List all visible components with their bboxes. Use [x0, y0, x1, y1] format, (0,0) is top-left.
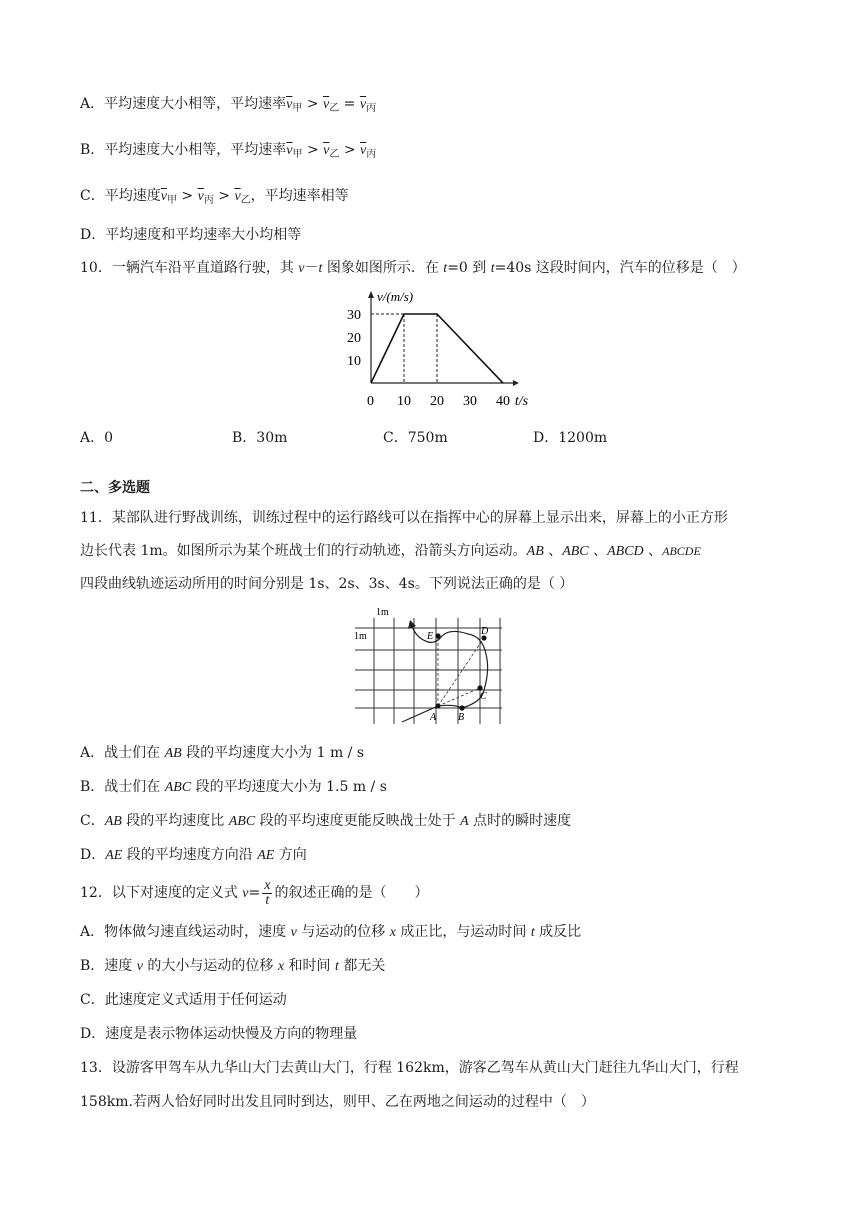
symbol: t — [318, 261, 323, 276]
stem-text: － — [304, 260, 319, 276]
option-text-tail: ，平均速率相等 — [250, 188, 349, 204]
option-label: A． — [80, 745, 105, 761]
option-text: 与运动的位移 — [296, 924, 390, 940]
q12-option-c — [80, 990, 287, 1010]
y-axis-label: v/(m/s) — [377, 289, 414, 304]
subscript: 乙 — [329, 103, 340, 114]
q13-line2 — [80, 1092, 595, 1112]
symbol: t — [530, 925, 535, 940]
option-text: 此速度定义式适用于任何运动 — [104, 992, 287, 1008]
symbol: $\overline{v}$ — [234, 189, 241, 204]
subscript: 丙 — [203, 195, 214, 206]
symbol: v — [136, 959, 143, 974]
option-text: 1200m — [558, 430, 608, 446]
segment: AB — [104, 814, 122, 829]
x-tick-label: 40 — [496, 394, 510, 409]
subscript: 甲 — [292, 103, 303, 114]
option-label: D． — [80, 1026, 106, 1042]
option-label: B． — [80, 958, 105, 974]
option-text: 速度是表示物体运动快慢及方向的物理量 — [105, 1026, 358, 1042]
option-text: 30m — [256, 430, 288, 446]
segment: AB — [526, 544, 544, 559]
segment: ABC — [562, 544, 589, 559]
numerator: x — [264, 877, 271, 893]
option-text: 战士们在 — [104, 745, 165, 761]
point-label-e: E — [427, 631, 434, 642]
option-text: 物体做匀速直线运动时，速度 — [104, 924, 291, 940]
x-axis-label: t/s — [514, 394, 529, 409]
segment: ABC — [164, 780, 192, 795]
stem-text: =0 到 — [447, 260, 491, 276]
subscript: 甲 — [292, 149, 303, 160]
stem-text: 的叙述正确的是（ ） — [274, 885, 429, 901]
x-tick-label: 30 — [463, 394, 477, 409]
q11-option-d — [80, 845, 307, 866]
option-label: C． — [80, 813, 105, 829]
q12-option-b — [80, 956, 385, 977]
guide-lines — [438, 636, 484, 706]
question-number: 10． — [80, 260, 112, 276]
point: A — [460, 814, 469, 829]
segment: AE — [105, 848, 123, 863]
q10-option-b — [232, 428, 287, 448]
q11-option-c — [80, 811, 571, 832]
q12-option-a — [80, 922, 581, 943]
symbol: $\overline{v}$ — [359, 97, 367, 112]
symbol: x — [277, 959, 285, 974]
subscript: 甲 — [166, 195, 177, 206]
option-text: 和时间 — [284, 958, 335, 974]
symbol: t — [335, 959, 339, 974]
stem-text: 边长代表 1m。如图所示为某个班战士们的行动轨迹，沿箭头方向运动。 — [80, 543, 527, 559]
y-tick-label: 20 — [347, 331, 361, 346]
segment: AB — [164, 746, 182, 761]
option-label: C． — [80, 992, 105, 1008]
stem-text: 一辆汽车沿平直道路行驶，其 — [111, 260, 299, 276]
question-number: 11． — [80, 510, 112, 526]
q11-line1 — [80, 508, 728, 528]
value: 1 m / s — [316, 745, 365, 761]
y-tick-label: 10 — [347, 354, 361, 369]
q12-option-d — [80, 1024, 357, 1044]
relation: = — [343, 96, 356, 112]
symbol: $\overline{v}$ — [286, 143, 293, 158]
point-label-c: C — [480, 691, 487, 702]
option-label: D． — [80, 847, 106, 863]
stem-text: =40s 这段时间内，汽车的位移是（ ） — [494, 260, 746, 276]
option-text: 段的平均速度比 — [121, 813, 229, 829]
q10-option-a — [80, 428, 113, 448]
symbol: $\overline{v}$ — [197, 189, 204, 204]
option-label: B． — [232, 430, 257, 446]
separator: 、 — [543, 543, 563, 559]
question-number: 12． — [80, 885, 112, 901]
option-text: 成正比，与运动时间 — [395, 924, 531, 940]
symbol: v — [298, 261, 305, 276]
fraction — [262, 879, 272, 908]
q12-stem — [80, 876, 428, 911]
option-label: C． — [80, 188, 105, 204]
option-text: 段的平均速度方向沿 — [122, 847, 258, 863]
q11-option-a — [80, 743, 364, 764]
segment: AE — [257, 848, 275, 863]
option-label: A． — [80, 924, 105, 940]
option-text: 速度 — [104, 958, 137, 974]
symbol: x — [389, 925, 396, 940]
q11-line2 — [80, 541, 701, 562]
x-axis-arrow-icon — [513, 380, 519, 386]
option-text: 都无关 — [338, 958, 386, 974]
option-text: 方向 — [274, 847, 307, 863]
symbol: $\overline{v}$ — [360, 143, 367, 158]
relation: > — [343, 142, 356, 158]
option-text: 0 — [104, 430, 114, 446]
option-text: 平均速度 — [104, 188, 161, 204]
stem-text: 四段曲线轨迹运动所用的时间分别是 1s、2s、3s、4s。下列说法正确的是（ ） — [80, 576, 574, 592]
denominator: t — [265, 892, 270, 908]
option-label: A． — [80, 430, 105, 446]
segment: ABCDE — [662, 544, 701, 558]
q9-option-a — [80, 94, 376, 119]
value: 1.5 m / s — [326, 779, 387, 795]
q9-option-d — [80, 225, 301, 245]
symbol: v — [242, 886, 249, 901]
subscript: 乙 — [240, 195, 251, 206]
stem-text: 设游客甲驾车从九华山大门去黄山大门，行程 162km，游客乙驾车从黄山大门赶往九华山大门，行程 — [111, 1060, 739, 1076]
option-text: 段的平均速度更能反映战士处于 — [255, 813, 461, 829]
q9-option-b — [80, 140, 376, 165]
option-text: 段的平均速度大小为 — [191, 779, 327, 795]
point-label-d: D — [481, 626, 489, 637]
section-title: 二、多选题 — [80, 480, 150, 496]
x-tick-label: 0 — [367, 394, 374, 409]
point-label-b: B — [458, 712, 465, 723]
q11-line3 — [80, 574, 573, 594]
q10-option-d — [533, 428, 607, 448]
subscript: 丙 — [366, 103, 377, 114]
q9-option-c — [80, 186, 349, 211]
option-text: 平均速度大小相等，平均速率 — [104, 142, 287, 158]
option-text: 战士们在 — [104, 779, 165, 795]
symbol: $\overline{v}$ — [322, 97, 330, 112]
option-text: 平均速度和平均速率大小均相等 — [105, 227, 302, 243]
stem-text: 158km.若两人恰好同时出发且同时到达，则甲、乙在两地之间运动的过程中（ ） — [80, 1094, 595, 1110]
separator: 、 — [643, 543, 663, 559]
q13-line1 — [80, 1058, 739, 1078]
q11-option-b — [80, 777, 387, 798]
symbol: t — [443, 261, 448, 276]
segment: ABCD — [607, 544, 644, 559]
option-text: 成反比 — [534, 924, 582, 940]
relation: > — [218, 188, 230, 204]
vt-graph — [335, 285, 545, 415]
q10-stem — [80, 258, 746, 279]
subscript: 丙 — [366, 149, 377, 160]
stem-text: 某部队进行野战训练，训练过程中的运行路线可以在指挥中心的屏幕上显示出来，屏幕上的小正方形 — [111, 510, 728, 526]
question-number: 13． — [80, 1060, 112, 1076]
option-label: B． — [80, 142, 105, 158]
q10-option-c — [383, 428, 448, 448]
option-label: B． — [80, 779, 105, 795]
trajectory-figure — [350, 604, 510, 728]
relation: > — [306, 96, 319, 112]
relation: > — [181, 188, 194, 204]
option-text: 段的平均速度大小为 — [181, 745, 317, 761]
x-tick-label: 20 — [430, 394, 444, 409]
option-label: D． — [80, 227, 106, 243]
symbol: $\overline{v}$ — [286, 97, 293, 112]
option-text: 点时的瞬时速度 — [468, 813, 572, 829]
scale-label-left: 1m — [354, 631, 367, 642]
y-tick-label: 30 — [347, 308, 361, 323]
option-text: 750m — [407, 430, 448, 446]
stem-text: 图象如图所示．在 — [322, 260, 444, 276]
symbol: v — [290, 925, 297, 940]
relation: > — [306, 142, 319, 158]
scale-label-top: 1m — [376, 607, 389, 618]
y-axis-arrow-icon — [368, 291, 374, 298]
option-label: A． — [80, 96, 105, 112]
stem-text: 以下对速度的定义式 — [111, 885, 243, 901]
option-text: 平均速度大小相等，平均速率 — [104, 96, 287, 112]
symbol: $\overline{v}$ — [160, 189, 167, 204]
symbol: = — [248, 885, 261, 901]
option-label: D． — [533, 430, 559, 446]
option-label: C． — [383, 430, 408, 446]
separator: 、 — [588, 543, 608, 559]
subscript: 乙 — [329, 149, 340, 160]
point-label-a: A — [430, 712, 437, 723]
x-tick-label: 10 — [397, 394, 411, 409]
symbol: t — [490, 261, 495, 276]
symbol: $\overline{v}$ — [323, 143, 330, 158]
option-text: 的大小与运动的位移 — [142, 958, 278, 974]
segment: ABC — [228, 814, 256, 829]
